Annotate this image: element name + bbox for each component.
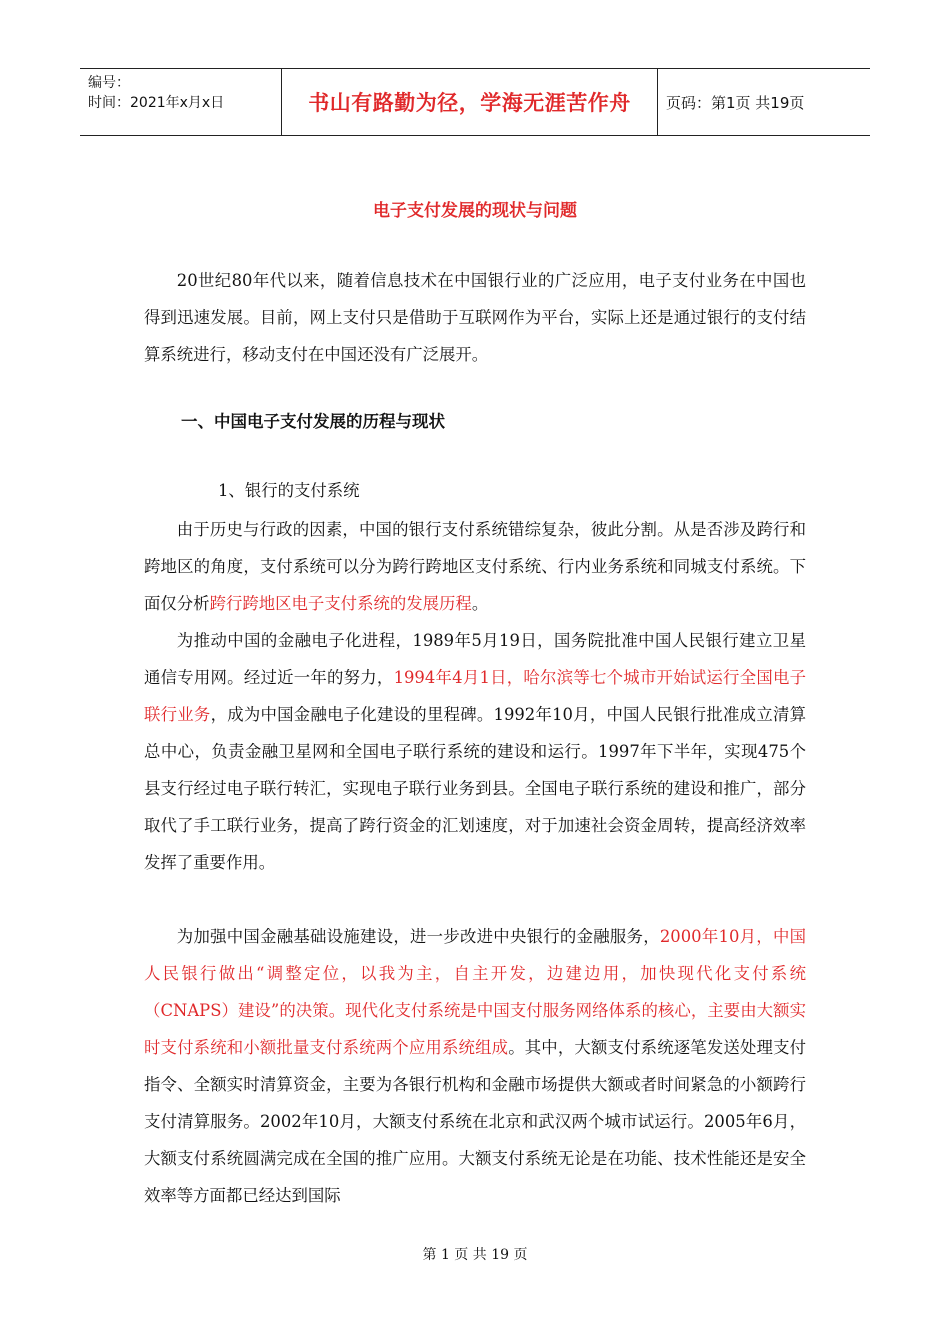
section-heading-1: 一、中国电子支付发展的历程与现状 xyxy=(181,412,445,431)
paragraph-3 xyxy=(144,918,806,1214)
paragraph-3-highlight: 2000年10月，中国人民银行做出“调整定位，以我为主，自主开发，边建边用，加快现代化支付系统（CNAPS）建设”的决策。现代化支付系统是中国支付服务网络体系的核心，主要由大额实时支付系统和小额批量支付系统两个应用系统组成 xyxy=(144,927,806,1057)
intro-paragraph: 20世纪80年代以来，随着信息技术在中国银行业的广泛应用，电子支付业务在中国也得到迅速发展。目前，网上支付只是借助于互联网作为平台，实际上还是通过银行的支付结算系统进行，移动支付在中国还没有广泛展开。 xyxy=(144,271,806,364)
paragraph-2-text-a: 为推动中国的金融电子化进程，1989年5月19日，国务院批准中国人民银行建立卫星通信专用网。经过近一年的努力， xyxy=(144,631,806,687)
header-motto-cell xyxy=(282,69,658,135)
paragraph-2-highlight: 1994年4月1日，哈尔滨等七个城市开始试运行全国电子联行业务 xyxy=(144,668,806,724)
paragraph-1-text-a: 由于历史与行政的因素，中国的银行支付系统错综复杂，彼此分割。从是否涉及跨行和跨地区的角度，支付系统可以分为跨行跨地区支付系统、行内业务系统和同城支付系统。下面仅分析 xyxy=(144,520,806,613)
page-info: 页码：第1页 共19页 xyxy=(666,93,805,112)
paragraph-2 xyxy=(144,622,806,881)
header-page-cell xyxy=(658,69,870,135)
body-block-second xyxy=(144,918,806,1214)
paragraph-1-text-b: 。 xyxy=(471,594,489,613)
paragraph-2-text-b: ，成为中国金融电子化建设的里程碑。1992年10月，中国人民银行批准成立清算总中心，负责金融卫星网和全国电子联行系统的建设和运行。1997年下半年，实现475个县支行经过电子联行转汇，实现电子联行业务到县。全国电子联行系统的建设和推广，部分取代了手工联行业务，提高了跨行资金的汇划速度，对于加速社会资金周转，提高经济效率发挥了重要作用。 xyxy=(144,705,806,872)
header-meta-cell xyxy=(80,69,282,135)
intro-block xyxy=(144,262,806,373)
motto-text: 书山有路勤为径，学海无涯苦作舟 xyxy=(308,91,631,115)
document-title: 电子支付发展的现状与问题 xyxy=(373,201,577,221)
body-block-main xyxy=(144,511,806,881)
paragraph-1 xyxy=(144,511,806,622)
page-footer: 第 1 页 共 19 页 xyxy=(422,1247,528,1263)
date-label: 时间：2021年x月x日 xyxy=(88,95,225,111)
paragraph-3-text-a: 为加强中国金融基础设施建设，进一步改进中央银行的金融服务， xyxy=(176,927,660,946)
paragraph-1-highlight: 跨行跨地区电子支付系统的发展历程 xyxy=(209,594,472,613)
header-table xyxy=(80,68,870,136)
paragraph-3-text-b: 。其中，大额支付系统逐笔发送处理支付指令、全额实时清算资金，主要为各银行机构和金融市场提供大额或者时间紧急的小额跨行支付清算服务。2002年10月，大额支付系统在北京和武汉两个城市试运行。2005年6月，大额支付系统圆满完成在全国的推广应用。大额支付系统无论是在功能、技术性能还是安全效率等方面都已经达到国际 xyxy=(144,1038,807,1205)
number-label: 编号： xyxy=(88,75,130,91)
subsection-heading-1: 1、银行的支付系统 xyxy=(218,481,360,500)
